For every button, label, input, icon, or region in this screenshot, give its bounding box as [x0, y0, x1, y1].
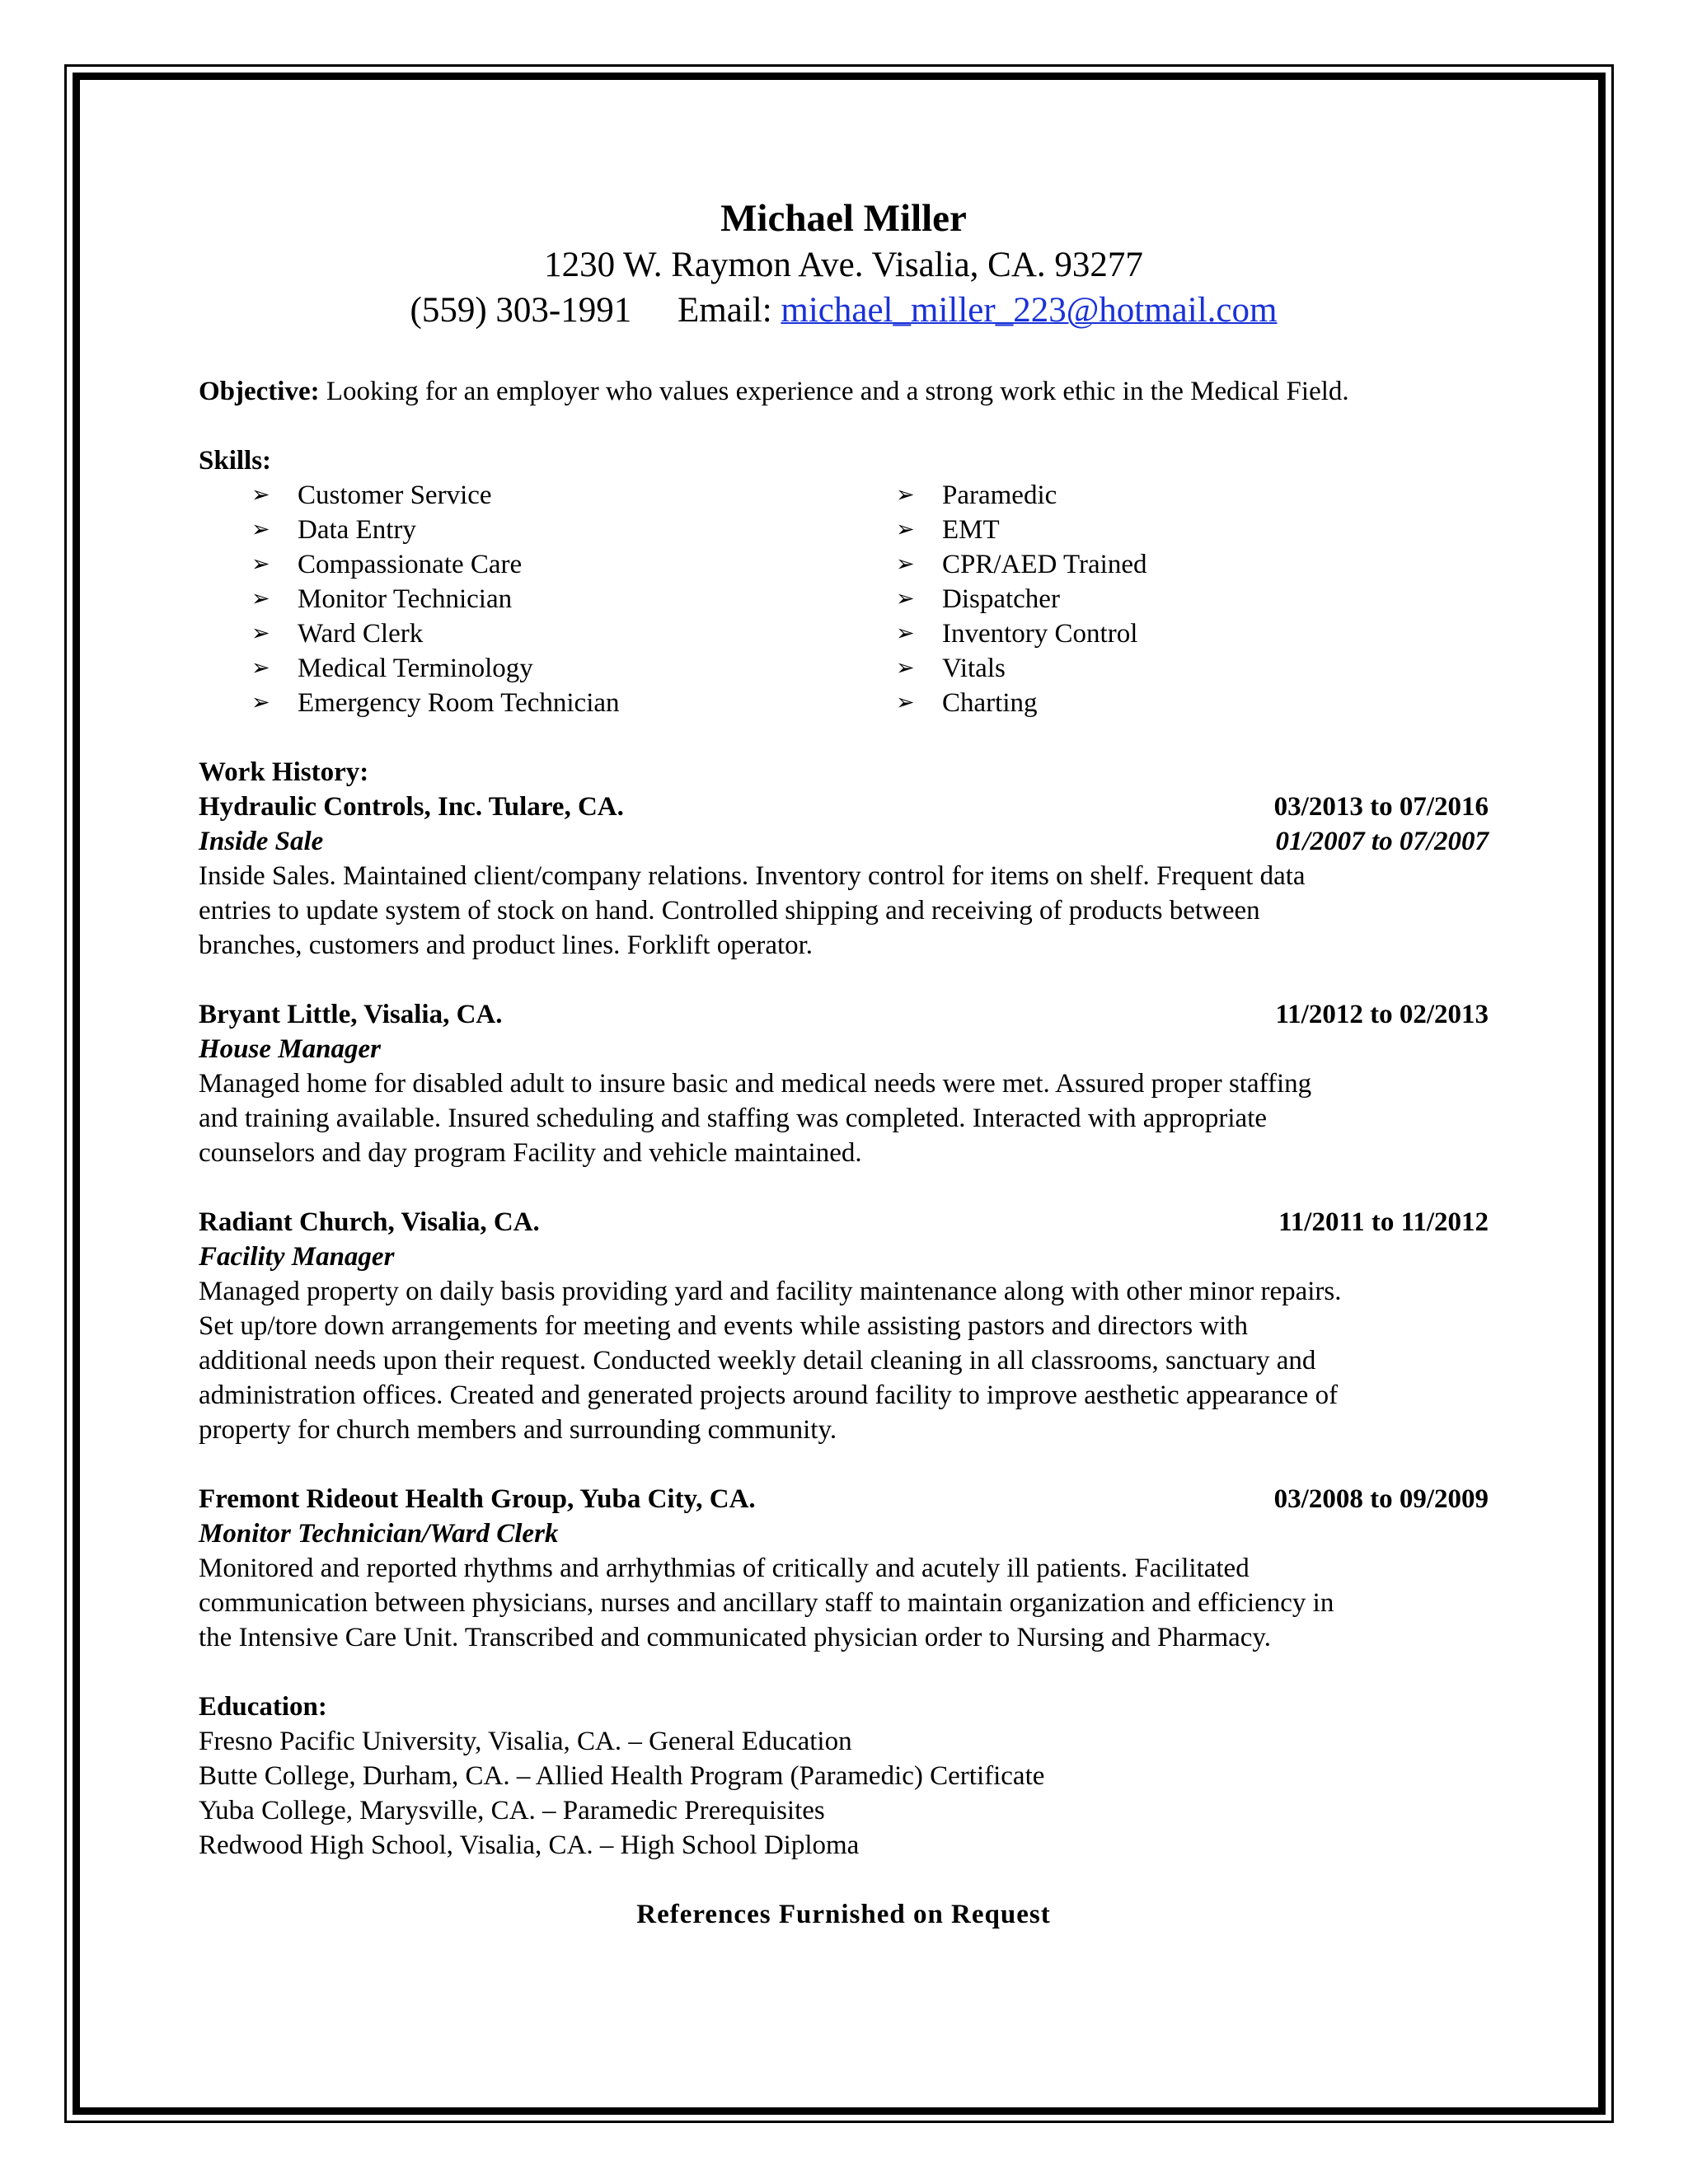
job-description-line: counselors and day program Facility and vehicle maintained.: [199, 1138, 862, 1168]
arrow-bullet-icon: ➢: [896, 586, 915, 612]
skill-item: ➢ Compassionate Care: [199, 547, 891, 582]
resume-content: [199, 194, 1489, 1932]
job-header: [199, 1482, 1489, 1516]
job-description-line: Monitored and reported rhythms and arrhythmias of critically and acutely ill patients. Facilitated: [199, 1554, 1250, 1583]
job-header: [199, 790, 1489, 824]
candidate-phone: (559) 303-1991: [410, 291, 632, 330]
skill-item: ➢ Ward Clerk: [199, 616, 891, 651]
candidate-name: Michael Miller: [720, 197, 967, 240]
education-item: Fresno Pacific University, Visalia, CA. – General Education: [199, 1727, 852, 1756]
job-description-line: entries to update system of stock on hand. Controlled shipping and receiving of products between: [199, 896, 1260, 926]
job-entry: [199, 1205, 1489, 1447]
job-description-line: property for church members and surrounding community.: [199, 1415, 837, 1445]
skill-item: ➢ Dispatcher: [891, 582, 1468, 616]
arrow-bullet-icon: ➢: [251, 551, 270, 577]
job-dates: 03/2008 to 09/2009: [1273, 1484, 1489, 1514]
objective-label: Objective:: [199, 377, 320, 406]
education-item: Butte College, Durham, CA. – Allied Health Program (Paramedic) Certificate: [199, 1761, 1045, 1791]
skill-item: ➢ Vitals: [891, 651, 1468, 686]
job-description-line: Managed home for disabled adult to insure basic and medical needs were met. Assured proper staffing: [199, 1069, 1312, 1099]
education-heading: Education:: [199, 1692, 327, 1722]
job-description-line: Set up/tore down arrangements for meeting and events while assisting pastors and directors with: [199, 1311, 1248, 1341]
skill-item: ➢ Charting: [891, 686, 1468, 720]
job-entry: [199, 1482, 1489, 1655]
arrow-bullet-icon: ➢: [896, 517, 915, 542]
skills-section: [199, 443, 1489, 720]
arrow-bullet-icon: ➢: [896, 482, 915, 508]
arrow-bullet-icon: ➢: [251, 482, 270, 508]
skill-item: ➢ CPR/AED Trained: [891, 547, 1468, 582]
job-description-line: administration offices. Created and generated projects around facility to improve aesthetic appearance of: [199, 1380, 1339, 1410]
job-company: Hydraulic Controls, Inc. Tulare, CA.: [199, 792, 624, 822]
arrow-bullet-icon: ➢: [896, 655, 915, 681]
contact-line: [199, 288, 1489, 333]
job-description-line: Managed property on daily basis providing yard and facility maintenance along with other minor repairs.: [199, 1277, 1342, 1306]
job-title-row: [199, 1032, 1489, 1066]
job-header: [199, 997, 1489, 1032]
skill-item: ➢ Emergency Room Technician: [199, 686, 891, 720]
job-company: Radiant Church, Visalia, CA.: [199, 1207, 540, 1237]
arrow-bullet-icon: ➢: [251, 517, 270, 542]
arrow-bullet-icon: ➢: [251, 655, 270, 681]
skill-item: ➢ EMT: [891, 513, 1468, 547]
education-item: Yuba College, Marysville, CA. – Paramedic Prerequisites: [199, 1796, 825, 1825]
job-entry: [199, 790, 1489, 963]
objective-text: Looking for an employer who values experience and a strong work ethic in the Medical Field.: [326, 377, 1349, 406]
job-description-line: and training available. Insured scheduling and staffing was completed. Interacted with appropriate: [199, 1104, 1268, 1133]
job-title-row: [199, 1516, 1489, 1551]
arrow-bullet-icon: ➢: [251, 690, 270, 715]
job-description: [199, 1066, 1489, 1170]
job-description-line: the Intensive Care Unit. Transcribed and communicated physician order to Nursing and Pharmacy.: [199, 1623, 1272, 1652]
job-company: Bryant Little, Visalia, CA.: [199, 1000, 503, 1029]
arrow-bullet-icon: ➢: [251, 621, 270, 646]
job-dates: 11/2011 to 11/2012: [1278, 1207, 1489, 1237]
education-section: [199, 1690, 1489, 1863]
job-description: [199, 859, 1489, 963]
job-title: Monitor Technician/Ward Clerk: [199, 1519, 559, 1549]
work-history-heading: Work History:: [199, 757, 369, 787]
email-link[interactable]: michael_miller_223@hotmail.com: [781, 291, 1278, 330]
skill-item: ➢ Paramedic: [891, 478, 1468, 513]
job-title-dates: 01/2007 to 07/2007: [1275, 827, 1489, 856]
job-title: Inside Sale: [199, 827, 324, 856]
skills-left-column: [199, 478, 891, 720]
skill-item: ➢ Monitor Technician: [199, 582, 891, 616]
skill-item: ➢ Data Entry: [199, 513, 891, 547]
skills-right-column: [891, 478, 1468, 720]
objective-section: [199, 374, 1489, 409]
arrow-bullet-icon: ➢: [251, 586, 270, 612]
arrow-bullet-icon: ➢: [896, 551, 915, 577]
job-description-line: Inside Sales. Maintained client/company relations. Inventory control for items on shelf. Frequent data: [199, 861, 1306, 891]
email-label: Email:: [678, 291, 772, 330]
work-history-section: [199, 755, 1489, 1655]
references-note: References Furnished on Request: [636, 1900, 1051, 1929]
job-dates: 11/2012 to 02/2013: [1275, 1000, 1489, 1029]
job-description-line: additional needs upon their request. Conducted weekly detail cleaning in all classrooms, sanctuary and: [199, 1346, 1316, 1376]
skill-item: ➢ Medical Terminology: [199, 651, 891, 686]
skills-grid: [199, 478, 1489, 720]
job-title-row: [199, 1240, 1489, 1274]
job-header: [199, 1205, 1489, 1240]
job-entry: [199, 997, 1489, 1170]
job-description: [199, 1551, 1489, 1655]
candidate-address: 1230 W. Raymon Ave. Visalia, CA. 93277: [544, 246, 1143, 284]
job-description-line: branches, customers and product lines. Forklift operator.: [199, 930, 814, 960]
job-description-line: communication between physicians, nurses and ancillary staff to maintain organization and efficiency in: [199, 1588, 1334, 1618]
job-description: [199, 1274, 1489, 1447]
skill-item: ➢ Customer Service: [199, 478, 891, 513]
arrow-bullet-icon: ➢: [896, 690, 915, 715]
job-title-row: [199, 824, 1489, 859]
resume-header: [199, 194, 1489, 333]
job-title: Facility Manager: [199, 1242, 395, 1272]
education-item: Redwood High School, Visalia, CA. – High School Diploma: [199, 1830, 860, 1860]
skills-heading: Skills:: [199, 446, 272, 476]
skill-item: ➢ Inventory Control: [891, 616, 1468, 651]
job-title: House Manager: [199, 1034, 381, 1064]
job-dates: 03/2013 to 07/2016: [1273, 792, 1489, 822]
arrow-bullet-icon: ➢: [896, 621, 915, 646]
job-company: Fremont Rideout Health Group, Yuba City, CA.: [199, 1484, 756, 1514]
